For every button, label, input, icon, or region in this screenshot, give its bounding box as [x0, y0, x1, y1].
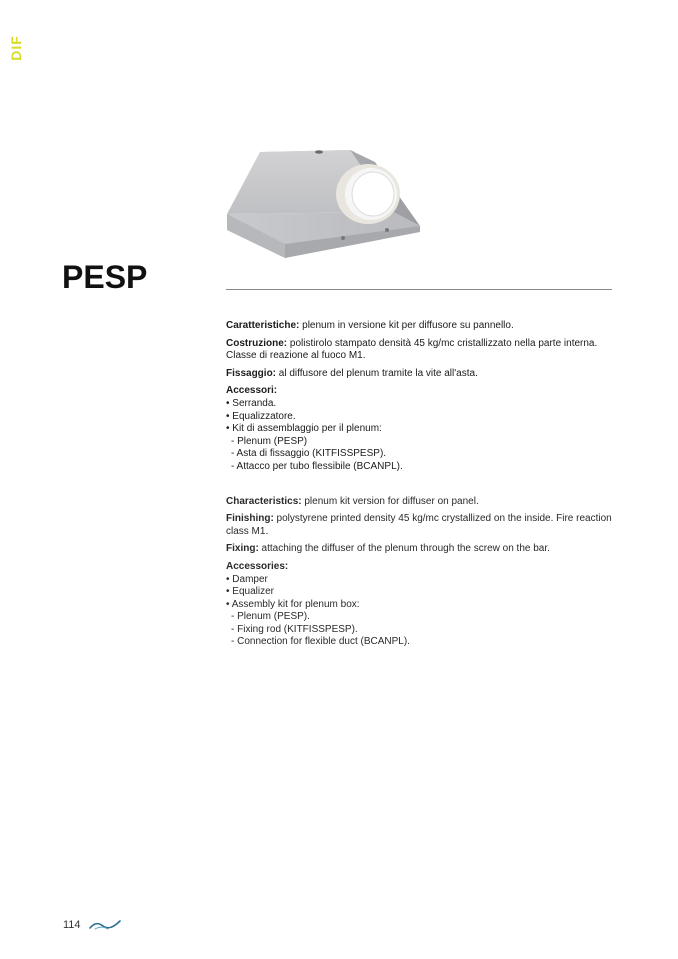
product-title: PESP	[62, 259, 148, 295]
it-construction	[226, 338, 618, 363]
en-characteristics-label: Characteristics:	[226, 495, 302, 507]
it-characteristics-text: plenum in versione kit per diffusore su pannello.	[299, 320, 514, 331]
it-characteristics	[226, 320, 618, 333]
list-sub-item: - Plenum (PESP)	[231, 435, 308, 447]
en-characteristics	[226, 496, 618, 509]
plenum-product-image	[225, 148, 425, 260]
list-sub-item: - Attacco per tubo flessibile (BCANPL).	[231, 460, 403, 472]
it-accessories-label: Accessori:	[226, 385, 278, 397]
section-tab-label: DIF	[8, 35, 24, 61]
list-item: • Kit di assemblaggio per il plenum:	[226, 423, 382, 435]
page-number: 114	[63, 919, 81, 931]
list-sub-item: - Asta di fissaggio (KITFISSPESP).	[231, 448, 387, 460]
product-description	[226, 320, 618, 649]
list-item: • Serranda.	[226, 397, 277, 409]
en-finishing-label: Finishing:	[226, 513, 274, 525]
list-sub-item: - Fixing rod (KITFISSPESP).	[231, 623, 358, 635]
en-characteristics-text: plenum kit version for diffuser on panel.	[301, 495, 479, 507]
it-construction-label: Costruzione:	[226, 337, 288, 349]
en-accessories	[226, 561, 618, 649]
list-item: • Assembly kit for plenum box:	[226, 598, 360, 610]
list-item: • Equalizzatore.	[226, 410, 296, 422]
list-sub-item: - Plenum (PESP).	[231, 611, 310, 623]
it-construction-text: polistirolo stampato densità 45 kg/mc cristallizzato nella parte interna.	[287, 337, 598, 349]
section-tab	[4, 28, 28, 68]
en-fixing-text: attaching the diffuser of the plenum through the screw on the bar.	[258, 543, 550, 555]
en-fixing-label: Fixing:	[226, 543, 259, 555]
title-divider	[226, 289, 612, 290]
wave-logo-icon	[89, 918, 121, 932]
en-accessories-label: Accessories:	[226, 560, 289, 572]
list-item: • Damper	[226, 573, 268, 585]
it-accessories	[226, 385, 618, 473]
en-finishing-line2: class M1.	[226, 525, 269, 537]
en-fixing	[226, 543, 618, 556]
list-item: • Equalizer	[226, 586, 274, 598]
it-characteristics-label: Caratteristiche:	[226, 320, 300, 331]
it-fixing-text: al diffusore del plenum tramite la vite all'asta.	[276, 367, 478, 379]
en-finishing-text: polystyrene printed density 45 kg/mc crystallized on the inside. Fire reaction	[273, 513, 612, 525]
it-fixing	[226, 368, 618, 381]
it-fixing-label: Fissaggio:	[226, 367, 277, 379]
en-finishing	[226, 513, 618, 538]
list-sub-item: - Connection for flexible duct (BCANPL).	[231, 636, 410, 648]
it-construction-line2: Classe di reazione al fuoco M1.	[226, 350, 366, 362]
